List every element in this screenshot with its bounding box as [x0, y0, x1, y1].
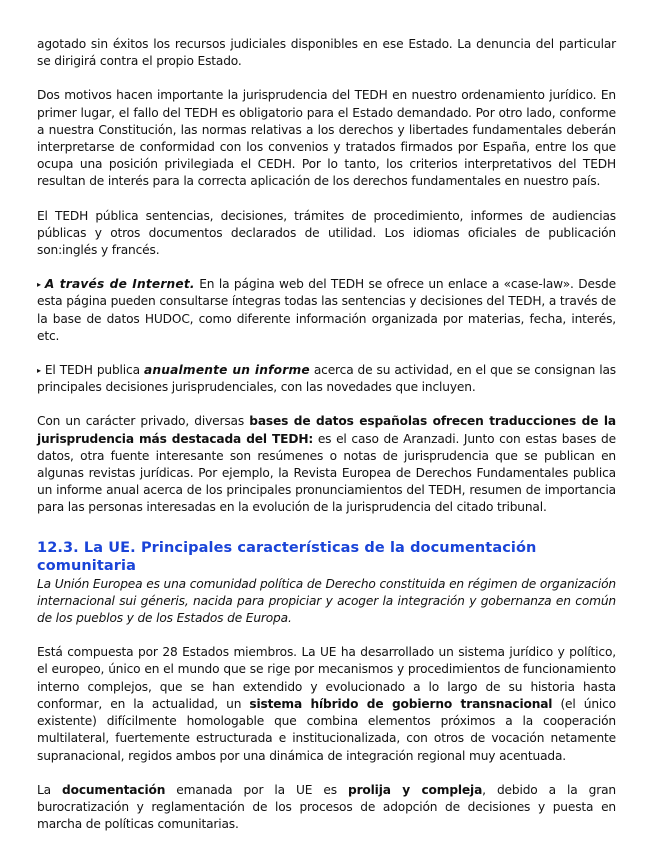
bullet-annual-pre: El TEDH publica: [44, 363, 144, 378]
paragraph-4-bold: bases de datos españolas ofrecen traducciones de la jurisprudencia más destacada del TEDH:: [37, 414, 616, 446]
bullet-annual-text: acerca de su actividad, en el que se consignan las principales decisiones jurisprudenciales, con las novedades que incluyen.: [37, 363, 616, 395]
paragraph-6-mid: emanada por la UE es: [165, 782, 348, 797]
paragraph-2: Dos motivos hacen importante la jurisprudencia del TEDH en nuestro ordenamiento jurídico. En primer lugar, el fallo del TEDH es obligatorio para el Estado demandado. Por otro lado, conforme a nuestra Constitución, las normas relativas a los derechos y libertades fundamentales deberán interpretarse de conformidad con los convenios y tratados firmados por España, entre los que ocupa una posición privilegiada el CEDH. Por lo tanto, los criterios interpretativos del TEDH resultan de interés para la correcta aplicación de los derechos fundamentales en nuestro país.: [37, 88, 616, 189]
bullet-internet: [37, 276, 616, 345]
paragraph-5: [37, 644, 616, 764]
paragraph-6-bold-2: prolija y compleja: [348, 782, 483, 797]
paragraph-6-post: , debido a la gran burocratización y reglamentación de los procesos de adopción de decisiones y puesta en marcha de políticas comunitarias.: [37, 782, 617, 832]
paragraph-4-pre: Con un carácter privado, diversas: [37, 414, 250, 429]
document-page: [37, 36, 616, 833]
section-heading: 12.3. La UE. Principales características de la documentación comunitaria: [37, 539, 537, 574]
paragraph-5-post: (el único existente) difícilmente homologable que combina elementos próximos a la cooperación multilateral, fuertemente estructurada e institucionalizada, con otros de vocación netamente supranacional, regidos ambos por una dinámica de integración regional muy acentuada.: [37, 696, 616, 763]
paragraph-6-pre: La: [37, 782, 63, 797]
paragraph-6: [37, 782, 616, 834]
bullet-marker-icon: ▸: [37, 366, 41, 376]
paragraph-5-pre: Está compuesta por 28 Estados miembros. La UE ha desarrollado un sistema jurídico y político, el europeo, único en el mundo que se rige por mecanismos y procedimientos de funcionamiento interno complejos, que se han extendido y evolucionado a lo largo de su historia hasta conformar, en la actualidad, un: [37, 645, 616, 711]
paragraph-4-post: es el caso de Aranzadi. Junto con estas bases de datos, otra fuente interesante son resúmenes o notas de jurisprudencia que se publican en algunas revistas jurídicas. Por ejemplo, la Revista Europea de Derechos Fundamentales publica un informe anual acerca de los principales pronunciamientos del TEDH, resumen de importancia para las personas interesadas en la evolución de la jurisprudencia del citado tribunal.: [37, 431, 616, 515]
bullet-internet-text: En la página web del TEDH se ofrece un enlace a «case-law». Desde esta página pueden consultarse íntegras todas las sentencias y decisiones del TEDH, a través de la base de datos HUDOC, como diferente información organizada por materias, fecha, interés, etc.: [37, 277, 616, 343]
paragraph-4: [37, 413, 616, 516]
paragraph-5-bold: sistema híbrido de gobierno transnacional: [249, 696, 553, 711]
bullet-annual-emph: anualmente un informe: [143, 363, 310, 378]
paragraph-6-bold-1: documentación: [62, 782, 166, 797]
paragraph-1: agotado sin éxitos los recursos judiciales disponibles en ese Estado. La denuncia del particular se dirigirá contra el propio Estado.: [37, 37, 616, 69]
bullet-internet-emph: A través de Internet.: [44, 277, 195, 292]
bullet-annual-report: [37, 362, 616, 396]
paragraph-3: El TEDH pública sentencias, decisiones, trámites de procedimiento, informes de audiencias públicas y otros documentos declarados de utilidad. Los idiomas oficiales de publicación son:inglés y francés.: [37, 208, 616, 258]
bullet-marker-icon: ▸: [37, 280, 41, 290]
section-intro: La Unión Europea es una comunidad política de Derecho constituida en régimen de organización internacional sui géneris, nacida para propiciar y acoger la integración y gobernanza en común de los pueblos y de los Estados de Europa.: [37, 576, 616, 626]
